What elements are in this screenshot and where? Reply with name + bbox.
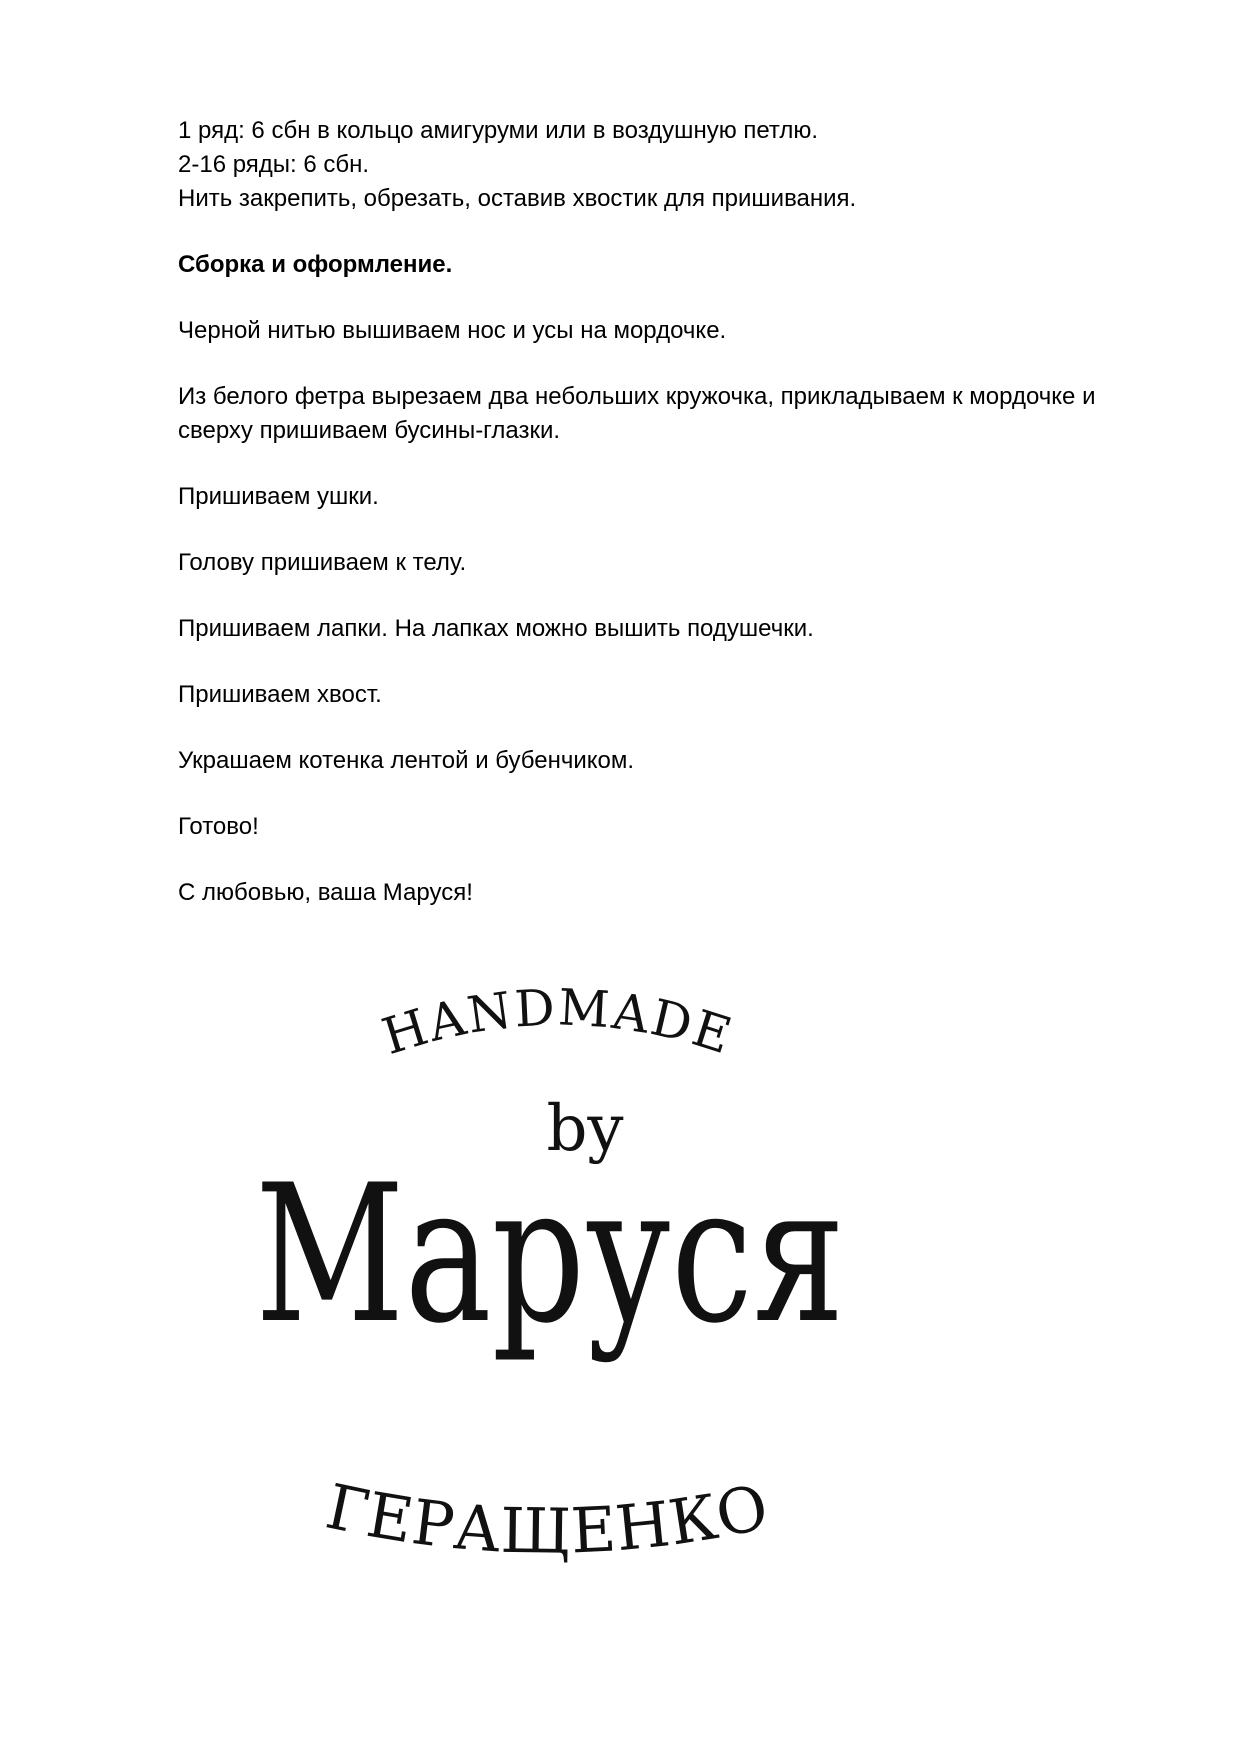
- assembly-step: Пришиваем ушки.: [178, 483, 379, 510]
- assembly-step: Черной нитью вышиваем нос и усы на мордочке.: [178, 317, 727, 344]
- logo-bottom-text: ГЕРАЩЕНКО: [319, 1469, 776, 1568]
- assembly-step: Готово!: [178, 813, 259, 840]
- assembly-step: Голову пришиваем к телу.: [178, 549, 467, 576]
- rows-2-16-instruction: 2-16 ряды: 6 сбн.: [178, 151, 370, 178]
- assembly-step: Пришиваем хвост.: [178, 681, 382, 708]
- instructions-text: [178, 114, 1158, 910]
- assembly-step: Пришиваем лапки. На лапках можно вышить подушечки.: [178, 615, 814, 642]
- assembly-step: Украшаем котенка лентой и бубенчиком.: [178, 747, 635, 774]
- logo-name-text: Маруся: [255, 1144, 845, 1365]
- assembly-heading: Сборка и оформление.: [178, 251, 453, 278]
- assembly-step: Из белого фетра вырезаем два небольших кружочка, прикладываем к мордочке и сверху пришиваем бусины-глазки.: [178, 383, 1096, 444]
- logo-graphic: [230, 980, 870, 1620]
- handmade-logo: [230, 980, 870, 1620]
- logo-by-text: by: [546, 1092, 624, 1166]
- finish-instruction: Нить закрепить, обрезать, оставив хвостик для пришивания.: [178, 185, 857, 212]
- logo-top-text: HANDMADE: [375, 980, 740, 1067]
- signature-line: С любовью, ваша Маруся!: [178, 879, 473, 906]
- row-1-instruction: 1 ряд: 6 сбн в кольцо амигуруми или в воздушную петлю.: [178, 117, 819, 144]
